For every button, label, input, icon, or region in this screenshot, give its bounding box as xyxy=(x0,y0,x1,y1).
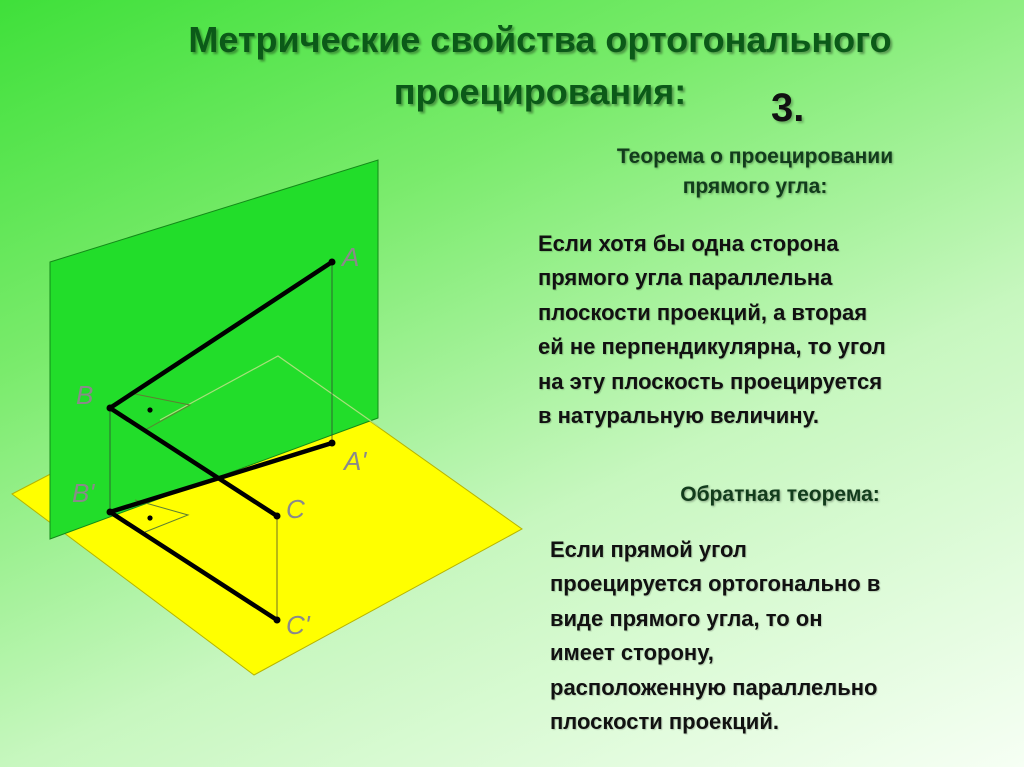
right-angle-dot-upper xyxy=(147,407,152,412)
converse-theorem-heading: Обратная теорема: xyxy=(680,483,880,506)
label-B: B xyxy=(76,380,94,410)
slide-title xyxy=(130,14,950,118)
slide-title-line2: проецирования: xyxy=(393,71,687,112)
label-C1: C' xyxy=(286,610,310,640)
projection-diagram xyxy=(0,140,540,700)
section-number: 3. xyxy=(771,86,805,130)
label-B1: B' xyxy=(72,478,95,508)
theorem-text: Если хотя бы одна сторона прямого угла параллельна плоскости проекций, а вторая ей не перпендикулярна, то угол на эту плоскость проецируется в натуральную величину. xyxy=(538,231,886,429)
label-A: A xyxy=(342,242,360,272)
theorem-heading: Теорема о проецировании прямого угла: xyxy=(616,145,894,198)
converse-theorem-text: Если прямой угол проецируется ортогонально в виде прямого угла, то он имеет сторону, расположенную параллельно плоскости проекций. xyxy=(550,537,881,735)
point-C xyxy=(274,513,281,520)
label-A1: A' xyxy=(344,446,367,476)
slide-title-line1: Метрические свойства ортогонального xyxy=(188,19,892,60)
label-C: C xyxy=(286,494,305,524)
point-B xyxy=(107,405,114,412)
point-B1 xyxy=(107,509,114,516)
point-A xyxy=(329,259,336,266)
point-A1 xyxy=(329,440,336,447)
point-C1 xyxy=(274,617,281,624)
right-angle-dot-lower xyxy=(147,515,152,520)
